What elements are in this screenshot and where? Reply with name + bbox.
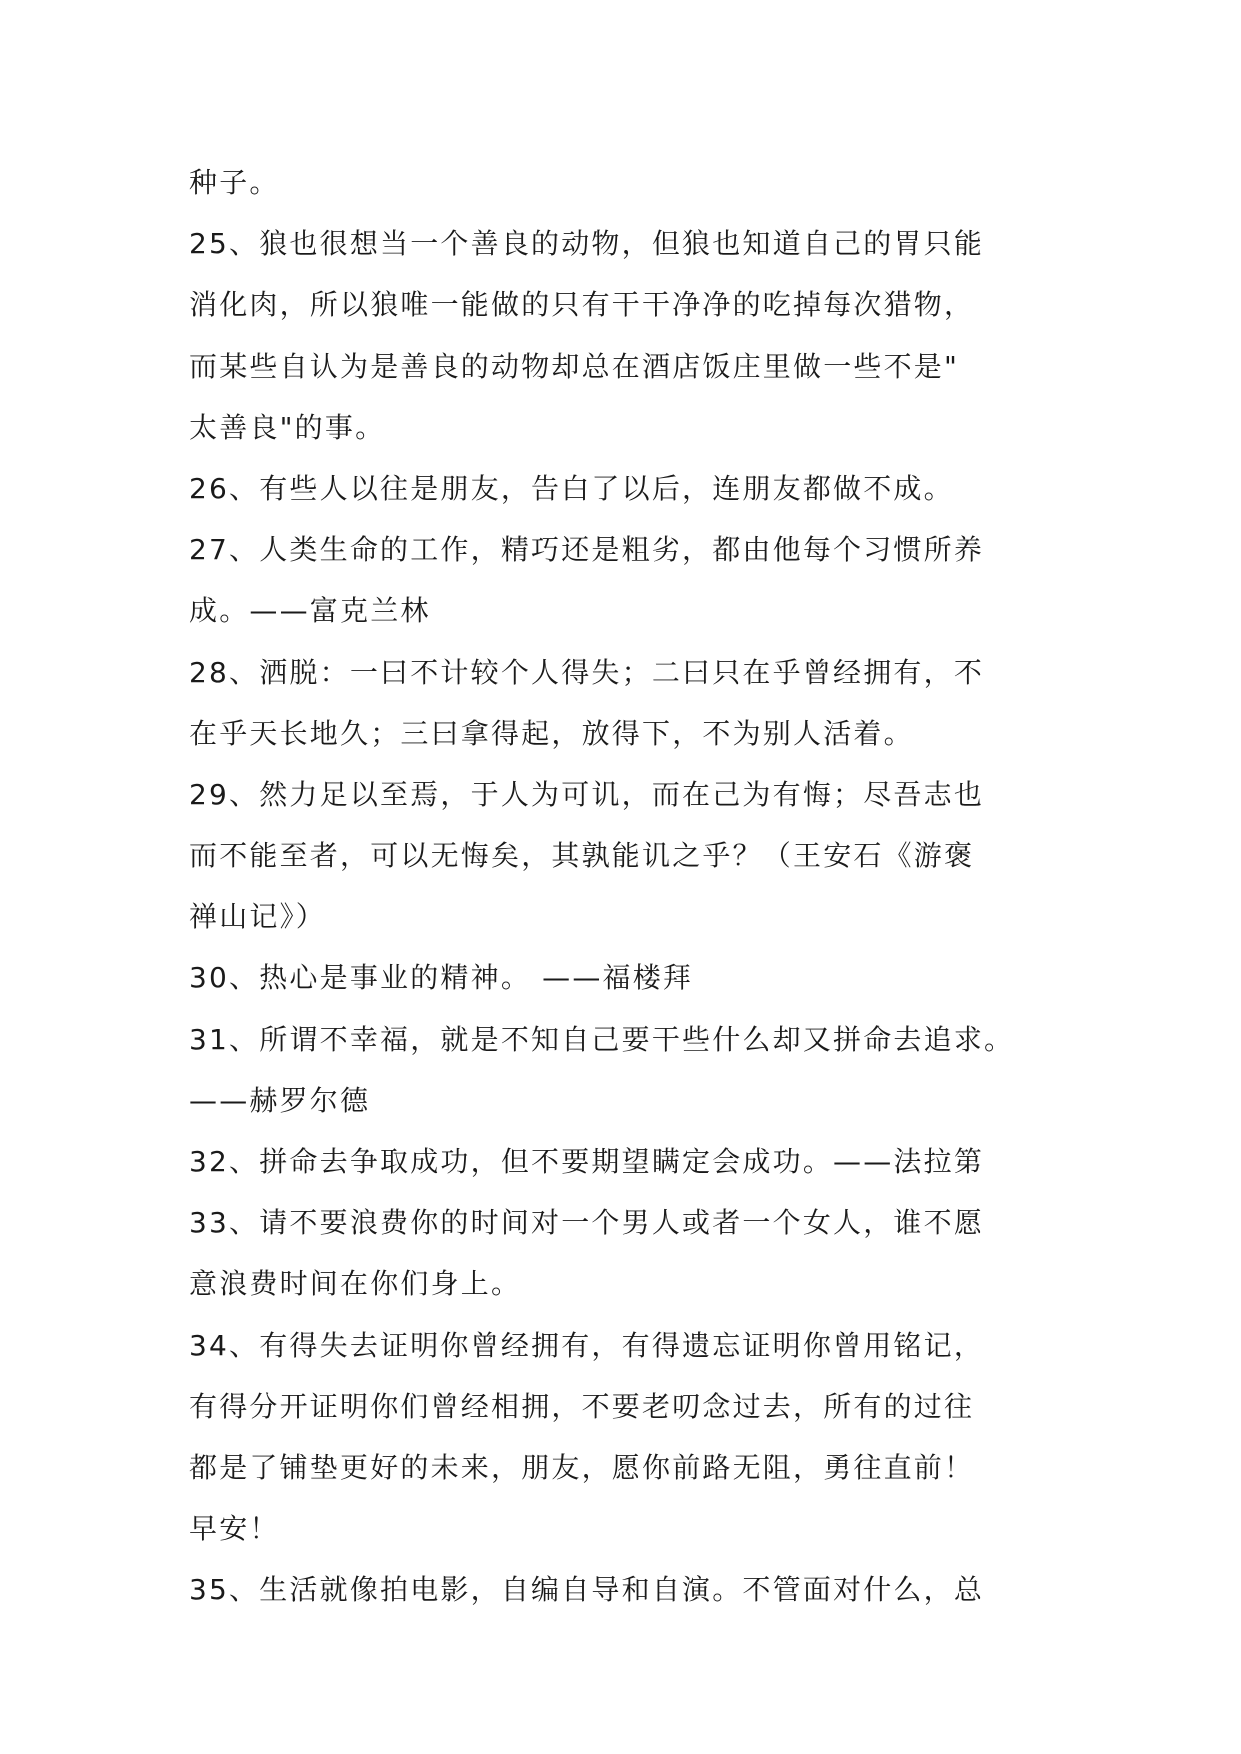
text-line: 成。——富克兰林	[189, 594, 431, 628]
text-line: 31、所谓不幸福，就是不知自己要干些什么却又拼命去追求。	[189, 1022, 1015, 1056]
text-line: 种子。	[189, 166, 280, 199]
text-line: 太善良"的事。	[189, 410, 386, 444]
text-line: 早安！	[189, 1512, 280, 1546]
text-line: 在乎天长地久；三曰拿得起，放得下，不为别人活着。	[189, 716, 914, 750]
text-line: 禅山记》）	[189, 900, 327, 934]
text-line: 而不能至者，可以无悔矣，其孰能讥之乎？（王安石《游褒	[189, 839, 975, 873]
text-line: 30、热心是事业的精神。 ——福楼拜	[189, 961, 694, 995]
text-line: ——赫罗尔德	[189, 1083, 371, 1117]
text-line: 34、有得失去证明你曾经拥有，有得遗忘证明你曾用铭记，	[189, 1328, 985, 1362]
text-line: 29、然力足以至焉，于人为可讥，而在己为有悔；尽吾志也	[189, 777, 985, 811]
document-page	[189, 152, 1069, 1621]
text-line: 有得分开证明你们曾经相拥，不要老叨念过去，所有的过往	[189, 1389, 975, 1423]
text-line: 33、请不要浪费你的时间对一个男人或者一个女人，谁不愿	[189, 1206, 985, 1240]
text-line: 35、生活就像拍电影，自编自导和自演。不管面对什么，总	[189, 1573, 985, 1607]
text-line: 而某些自认为是善良的动物却总在酒店饭庄里做一些不是"	[189, 349, 960, 383]
text-line: 28、洒脱：一曰不计较个人得失；二曰只在乎曾经拥有，不	[189, 655, 985, 689]
text-line: 26、有些人以往是朋友，告白了以后，连朋友都做不成。	[189, 471, 954, 505]
text-line: 25、狼也很想当一个善良的动物，但狼也知道自己的胃只能	[189, 227, 985, 261]
text-line: 意浪费时间在你们身上。	[189, 1267, 522, 1301]
text-line: 消化肉，所以狼唯一能做的只有干干净净的吃掉每次猎物，	[189, 288, 975, 322]
text-line: 都是了铺垫更好的未来，朋友，愿你前路无阻，勇往直前！	[189, 1450, 975, 1484]
text-line: 27、人类生命的工作，精巧还是粗劣，都由他每个习惯所养	[189, 533, 985, 567]
text-line: 32、拼命去争取成功，但不要期望瞒定会成功。——法拉第	[189, 1145, 985, 1178]
